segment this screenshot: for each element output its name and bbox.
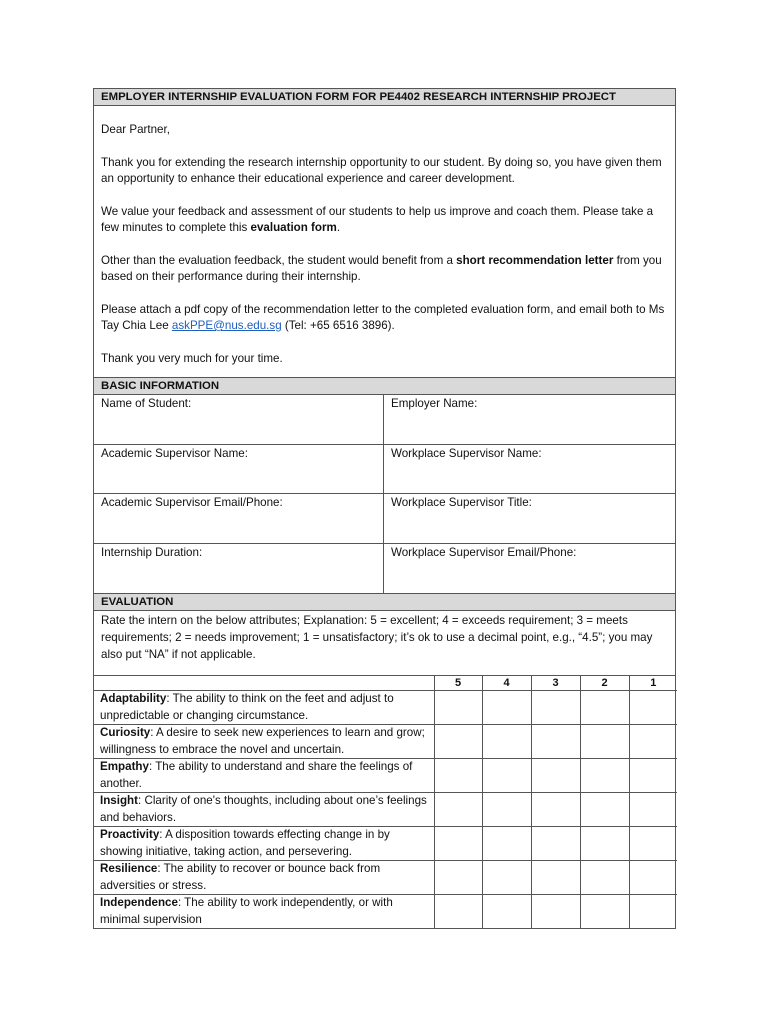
table-row: [94, 759, 677, 793]
form-title: EMPLOYER INTERNSHIP EVALUATION FORM FOR PE4402 RESEARCH INTERNSHIP PROJECT: [94, 89, 675, 106]
scale-header: 4: [482, 676, 531, 691]
rating-cell[interactable]: [580, 861, 629, 895]
rating-cell[interactable]: [531, 691, 580, 725]
table-row: [94, 827, 677, 861]
rating-cell[interactable]: [434, 691, 482, 725]
paragraph-3: Other than the evaluation feedback, the student would benefit from a short recommendation letter from you based on their performance during their internship.: [101, 253, 662, 283]
evaluation-heading: EVALUATION: [94, 593, 675, 611]
rating-cell[interactable]: [434, 759, 482, 793]
attribute-label: Empathy: The ability to understand and share the feelings of another.: [94, 759, 434, 793]
rating-table: [94, 676, 677, 928]
rating-cell[interactable]: [629, 691, 677, 725]
rating-cell[interactable]: [629, 725, 677, 759]
basic-info-heading: BASIC INFORMATION: [94, 377, 675, 395]
paragraph-2: We value your feedback and assessment of our students to help us improve and coach them. Please take a few minutes to complete this evaluation form.: [101, 204, 654, 234]
academic-supervisor-name-field[interactable]: Academic Supervisor Name:: [94, 445, 384, 495]
email-link[interactable]: askPPE@nus.edu.sg: [171, 319, 282, 332]
internship-duration-field[interactable]: Internship Duration:: [94, 544, 384, 594]
rating-cell[interactable]: [629, 827, 677, 861]
student-name-field[interactable]: Name of Student:: [94, 395, 384, 445]
rating-cell[interactable]: [434, 793, 482, 827]
rating-cell[interactable]: [580, 895, 629, 929]
workplace-supervisor-title-field[interactable]: Workplace Supervisor Title:: [384, 494, 675, 544]
paragraph-1: Thank you for extending the research internship opportunity to our student. By doing so, you have given them an opportunity to enhance their educational experience and career development.: [101, 155, 662, 185]
rating-cell[interactable]: [580, 793, 629, 827]
rating-cell[interactable]: [434, 827, 482, 861]
rating-cell[interactable]: [482, 691, 531, 725]
rating-cell[interactable]: [482, 759, 531, 793]
attribute-label: Curiosity: A desire to seek new experiences to learn and grow; willingness to embrace the novel and uncertain.: [94, 725, 434, 759]
rating-cell[interactable]: [531, 759, 580, 793]
rating-cell[interactable]: [531, 895, 580, 929]
workplace-supervisor-name-field[interactable]: Workplace Supervisor Name:: [384, 445, 675, 495]
rating-cell[interactable]: [629, 861, 677, 895]
attribute-label: Proactivity: A disposition towards effecting change in by showing initiative, taking action, and persevering.: [94, 827, 434, 861]
scale-header: 2: [580, 676, 629, 691]
attribute-label: Insight: Clarity of one's thoughts, including about one’s feelings and behaviors.: [94, 793, 434, 827]
table-row: [94, 725, 677, 759]
basic-info-grid: [94, 395, 675, 593]
rating-cell[interactable]: [482, 793, 531, 827]
recommendation-letter-emphasis: short recommendation letter: [456, 253, 614, 267]
rating-cell[interactable]: [434, 725, 482, 759]
attribute-label: Adaptability: The ability to think on the feet and adjust to unpredictable or changing circumstance.: [94, 691, 434, 725]
scale-header: 3: [531, 676, 580, 691]
rating-cell[interactable]: [482, 861, 531, 895]
rating-cell[interactable]: [482, 827, 531, 861]
rating-cell[interactable]: [482, 725, 531, 759]
rating-cell[interactable]: [434, 861, 482, 895]
rating-cell[interactable]: [629, 793, 677, 827]
employer-name-field[interactable]: Employer Name:: [384, 395, 675, 445]
table-row: [94, 861, 677, 895]
evaluation-instructions: Rate the intern on the below attributes; Explanation: 5 = excellent; 4 = exceeds requirement; 3 = meets requirements; 2 = needs improvement; 1 = unsatisfactory; it’s ok to use a decimal point, e.g., “4.5”; you may also put “NA” if not applicable.: [94, 611, 675, 676]
attribute-label: Resilience: The ability to recover or bounce back from adversities or stress.: [94, 861, 434, 895]
attribute-label: Independence: The ability to work independently, or with minimal supervision: [94, 895, 434, 929]
evaluation-form: [93, 88, 676, 929]
rating-cell[interactable]: [580, 827, 629, 861]
table-row: [94, 895, 677, 929]
rating-cell[interactable]: [629, 759, 677, 793]
rating-cell[interactable]: [580, 725, 629, 759]
rating-header-row: [94, 676, 677, 691]
paragraph-4: Please attach a pdf copy of the recommendation letter to the completed evaluation form, and email both to Ms Tay Chia Lee askPPE@nus.edu.sg (Tel: +65 6516 3896).: [101, 302, 665, 332]
workplace-supervisor-contact-field[interactable]: Workplace Supervisor Email/Phone:: [391, 545, 577, 559]
rating-cell[interactable]: [629, 895, 677, 929]
table-row: [94, 691, 677, 725]
closing: Thank you very much for your time.: [101, 351, 283, 365]
scale-header: 5: [434, 676, 482, 691]
scale-header: 1: [629, 676, 677, 691]
rating-cell[interactable]: [531, 827, 580, 861]
cover-letter: [94, 106, 675, 377]
evaluation-form-emphasis: evaluation form: [250, 221, 337, 234]
greeting: Dear Partner,: [101, 123, 170, 136]
rating-cell[interactable]: [531, 793, 580, 827]
rating-cell[interactable]: [531, 861, 580, 895]
academic-supervisor-contact-field[interactable]: Academic Supervisor Email/Phone:: [94, 494, 384, 544]
rating-cell[interactable]: [580, 691, 629, 725]
table-row: [94, 793, 677, 827]
rating-cell[interactable]: [580, 759, 629, 793]
rating-cell[interactable]: [434, 895, 482, 929]
rating-cell[interactable]: [531, 725, 580, 759]
attribute-header: [94, 676, 434, 691]
rating-cell[interactable]: [482, 895, 531, 929]
